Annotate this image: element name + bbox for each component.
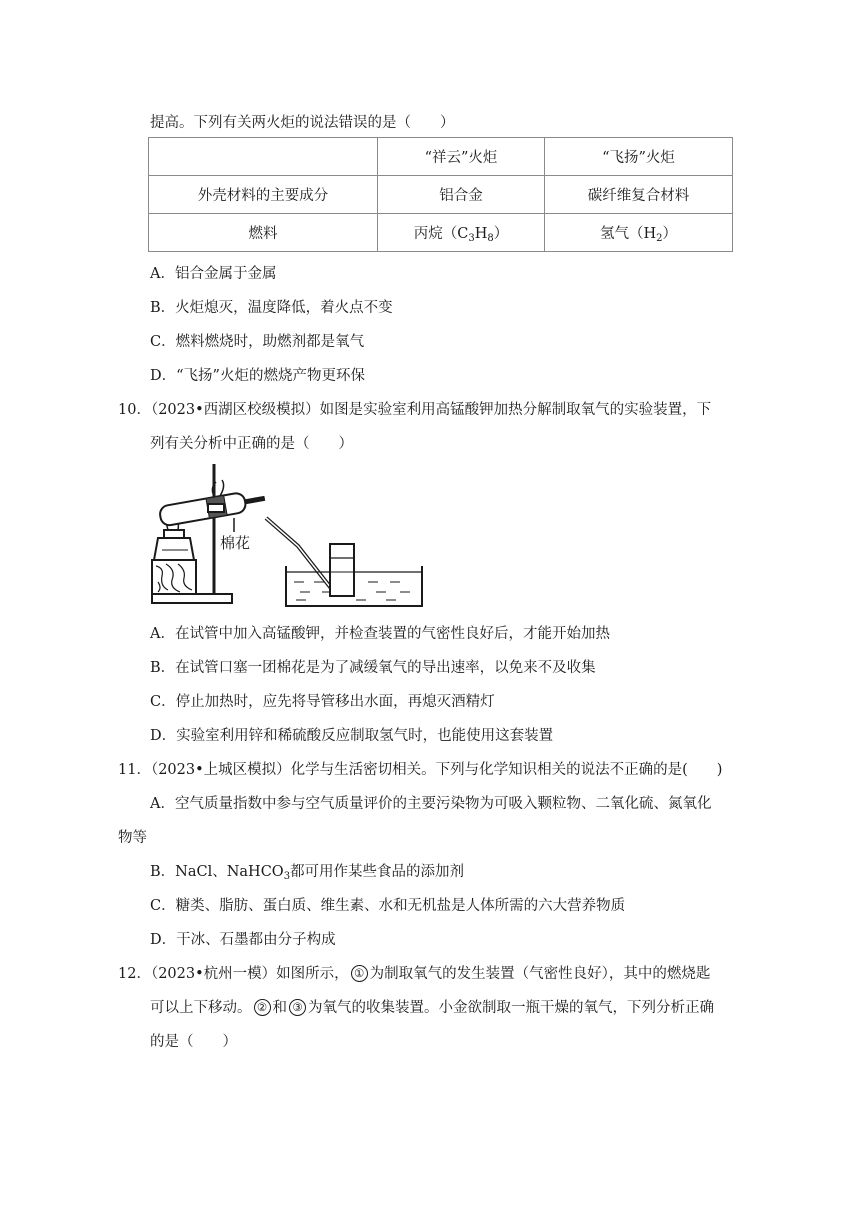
q10-option-d: D．实验室利用锌和稀硫酸反应制取氢气时，也能使用这套装置 xyxy=(150,728,554,744)
q12-stem-line1: 12．（2023•杭州一模）如图所示， ① 为制取氧气的发生装置（气密性良好），其中的燃烧匙 xyxy=(118,966,711,982)
q10-option-b: B．在试管口塞一团棉花是为了减缓氧气的导出速率，以免来不及收集 xyxy=(150,660,596,676)
table-cell: “飞扬”火炬 xyxy=(545,138,733,176)
circled-number-3: ③ xyxy=(289,999,306,1016)
table-cell-hydrogen: 氢气$(H_2)$ xyxy=(545,214,733,252)
q11-option-d: D．干冰、石墨都由分子构成 xyxy=(150,932,336,948)
stand-base xyxy=(152,594,232,603)
q11-option-b: B．NaCl、NaHCO$_3$都可用作某些食品的添加剂 xyxy=(150,864,465,882)
q12-stem-line3: 的是（ ） xyxy=(150,1034,237,1050)
table-cell: 碳纤维复合材料 xyxy=(545,176,733,214)
q11-option-c: C．糖类、脂肪、蛋白质、维生素、水和无机盐是人体所需的六大营养物质 xyxy=(150,898,626,914)
table-row xyxy=(149,176,733,214)
q9-option-d: D．“飞扬”火炬的燃烧产物更环保 xyxy=(150,368,365,384)
table-row xyxy=(149,138,733,176)
q11-stem: 11．（2023•上城区模拟）化学与生活密切相关。下列与化学知识相关的说法不正确的是( ) xyxy=(118,762,723,778)
table-cell: 外壳材料的主要成分 xyxy=(149,176,378,214)
alcohol-lamp xyxy=(154,538,194,560)
q10-stem-line2: 列有关分析中正确的是（ ） xyxy=(150,436,353,452)
q12-stem-line2: 可以上下移动。 ② 和 ③ 为氧气的收集装置。小金欲制取一瓶干燥的氧气，下列分析正确 xyxy=(150,1000,714,1016)
circled-number-1: ① xyxy=(351,965,368,982)
q9-option-c: C．燃料燃烧时，助燃剂都是氧气 xyxy=(150,334,365,350)
circled-number-2: ② xyxy=(254,999,271,1016)
collection-bottle xyxy=(330,544,354,596)
table-cell xyxy=(149,138,378,176)
q9-option-b: B．火炬熄灭，温度降低，着火点不变 xyxy=(150,300,393,316)
torch-comparison-table xyxy=(148,137,733,252)
q9-option-a: A．铝合金属于金属 xyxy=(150,266,277,282)
q10-option-a: A．在试管中加入高锰酸钾，并检查装置的气密性良好后，才能开始加热 xyxy=(150,626,610,642)
q9-stem-tail: 提高。下列有关两火炬的说法错误的是（ ） xyxy=(150,115,455,131)
q11-option-a-line1: A．空气质量指数中参与空气质量评价的主要污染物为可吸入颗粒物、二氧化硫、氮氧化 xyxy=(150,796,712,812)
cotton-label: 棉花 xyxy=(220,535,251,552)
q11-option-a-line2: 物等 xyxy=(118,830,147,846)
oxygen-apparatus-figure xyxy=(150,460,430,608)
q10-stem-line1: 10．（2023•西湖区校级模拟）如图是实验室利用高锰酸钾加热分解制取氧气的实验装置，下 xyxy=(118,402,712,418)
table-cell: “祥云”火炬 xyxy=(378,138,545,176)
clamp xyxy=(208,504,224,512)
wood-grain xyxy=(156,564,192,592)
table-cell: 燃料 xyxy=(149,214,378,252)
table-row xyxy=(149,214,733,252)
table-cell-propane: 丙烷$(C_3H_8)$ xyxy=(378,214,545,252)
table-cell: 铝合金 xyxy=(378,176,545,214)
q10-option-c: C．停止加热时，应先将导管移出水面，再熄灭酒精灯 xyxy=(150,694,495,710)
lamp-neck xyxy=(164,530,184,538)
